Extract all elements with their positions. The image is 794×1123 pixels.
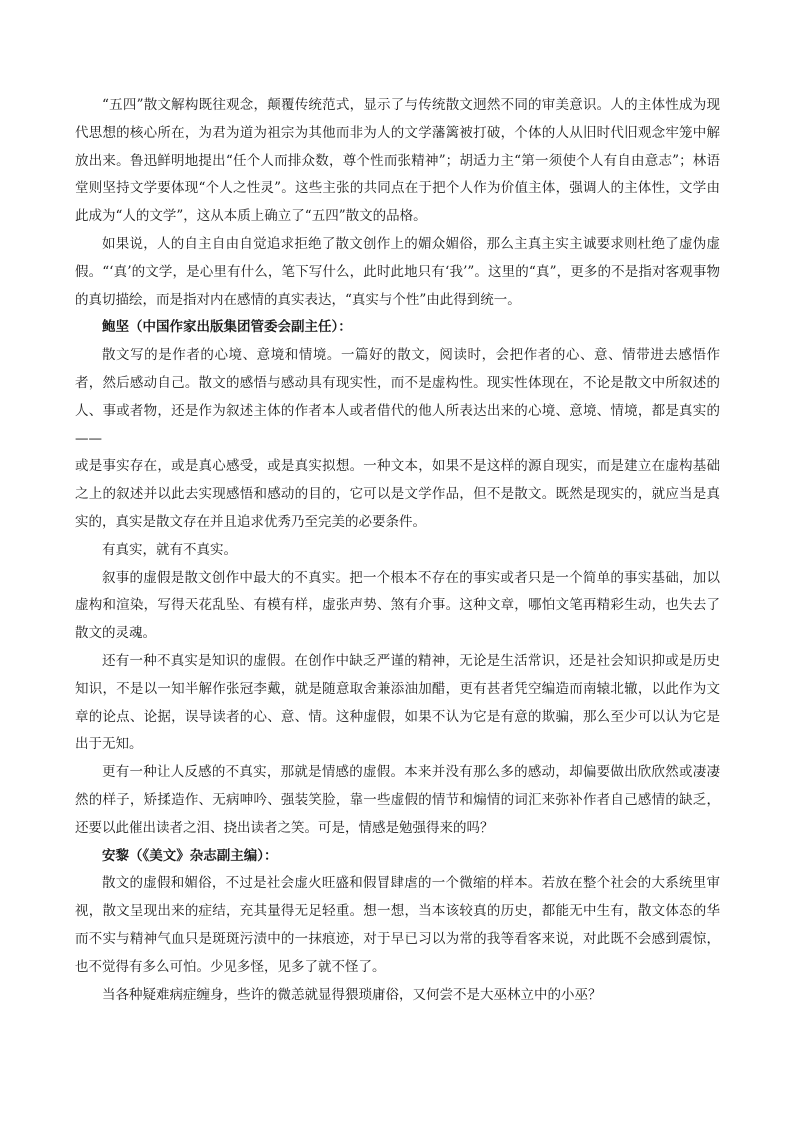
paragraph-5: 叙事的虚假是散文创作中最大的不真实。把一个根本不存在的事实或者只是一个简单的事实基础，加以虚构和渲染，写得天花乱坠、有模有样，虚张声势、煞有介事。这种文章，哪怕文笔再精彩生动，也失去了散文的灵魂。 (75, 569, 720, 642)
paragraph-2: 如果说，人的自主自由自觉追求拒绝了散文创作上的媚众媚俗，那么主真主实主诚要求则杜绝了虚伪虚假。“‘真’的文学，是心里有什么，笔下写什么，此时此地只有‘我’”。这里的“真”，更多的不是指对客观事物的真切描绘，而是指对内在感情的真实表达，“真实与个性”由此得到统一。 (75, 235, 720, 308)
speaker-an-li: 安黎（《美文》杂志副主编）： (102, 847, 278, 864)
paragraph-4: 有真实，就有不真实。 (102, 541, 237, 558)
paragraph-1: “五四”散文解构既往观念，颠覆传统范式，显示了与传统散文迥然不同的审美意识。人的主体性成为现代思想的核心所在，为君为道为祖宗为其他而非为人的文学藩篱被打破，个体的人从旧时代旧观念牢笼中解放出来。鲁迅鲜明地提出“任个人而排众数，尊个性而张精神”；胡适力主“第一须使个人有自由意志”；林语堂则坚持文学要体现“个人之性灵”。这些主张的共同点在于把个人作为价值主体，强调人的主体性，文学由此成为“人的文学”，这从本质上确立了“五四”散文的品格。 (75, 97, 720, 225)
paragraph-3: 散文写的是作者的心境、意境和情境。一篇好的散文，阅读时，会把作者的心、意、情带进去感悟作者，然后感动自己。散文的感悟与感动具有现实性，而不是虚构性。现实性体现在，不论是散文中所叙述的人、事或者物，还是作为叙述主体的作者本人或者借代的他人所表达出来的心境、意境、情境，都是真实的—— (75, 347, 720, 447)
document-page (75, 92, 720, 1009)
paragraph-3-continued: 或是事实存在，或是真心感受，或是真实拟想。一种文本，如果不是这样的源自现实，而是建立在虚构基础之上的叙述并以此去实现感悟和感动的目的，它可以是文学作品，但不是散文。既然是现实的，就应当是真实的，真实是散文存在并且追求优秀乃至完美的必要条件。 (75, 458, 720, 530)
paragraph-9: 当各种疑难病症缠身，些许的微恙就显得猥琐庸俗，又何尝不是大巫林立中的小巫？ (102, 986, 602, 1003)
speaker-bao-jian: 鲍坚（中国作家出版集团管委会副主任）： (102, 319, 352, 336)
paragraph-8: 散文的虚假和媚俗，不过是社会虚火旺盛和假冒肆虐的一个微缩的样本。若放在整个社会的大系统里审视，散文呈现出来的症结，充其量得无足轻重。想一想，当本该较真的历史，都能无中生有，散文体态的华而不实与精神气血只是斑斑污渍中的一抹痕迹，对于早已习以为常的我等看客来说，对此既不会感到震惊，也不觉得有多么可怕。少见多怪，见多了就不怪了。 (75, 875, 720, 975)
paragraph-6: 还有一种不真实是知识的虚假。在创作中缺乏严谨的精神，无论是生活常识，还是社会知识抑或是历史知识，不是以一知半解作张冠李戴，就是随意取舍兼添油加醋，更有甚者凭空编造而南辕北辙，以此作为文章的论点、论据，误导读者的心、意、情。这种虚假，如果不认为它是有意的欺骗，那么至少可以认为它是出于无知。 (75, 652, 720, 753)
paragraph-7: 更有一种让人反感的不真实，那就是情感的虚假。本来并没有那么多的感动，却偏要做出欣欣然或凄凄然的样子，矫揉造作、无病呻吟、强装笑脸，靠一些虚假的情节和煽情的词汇来弥补作者自己感情的缺乏，还要以此催出读者之泪、挠出读者之笑。可是，情感是勉强得来的吗？ (75, 764, 720, 836)
